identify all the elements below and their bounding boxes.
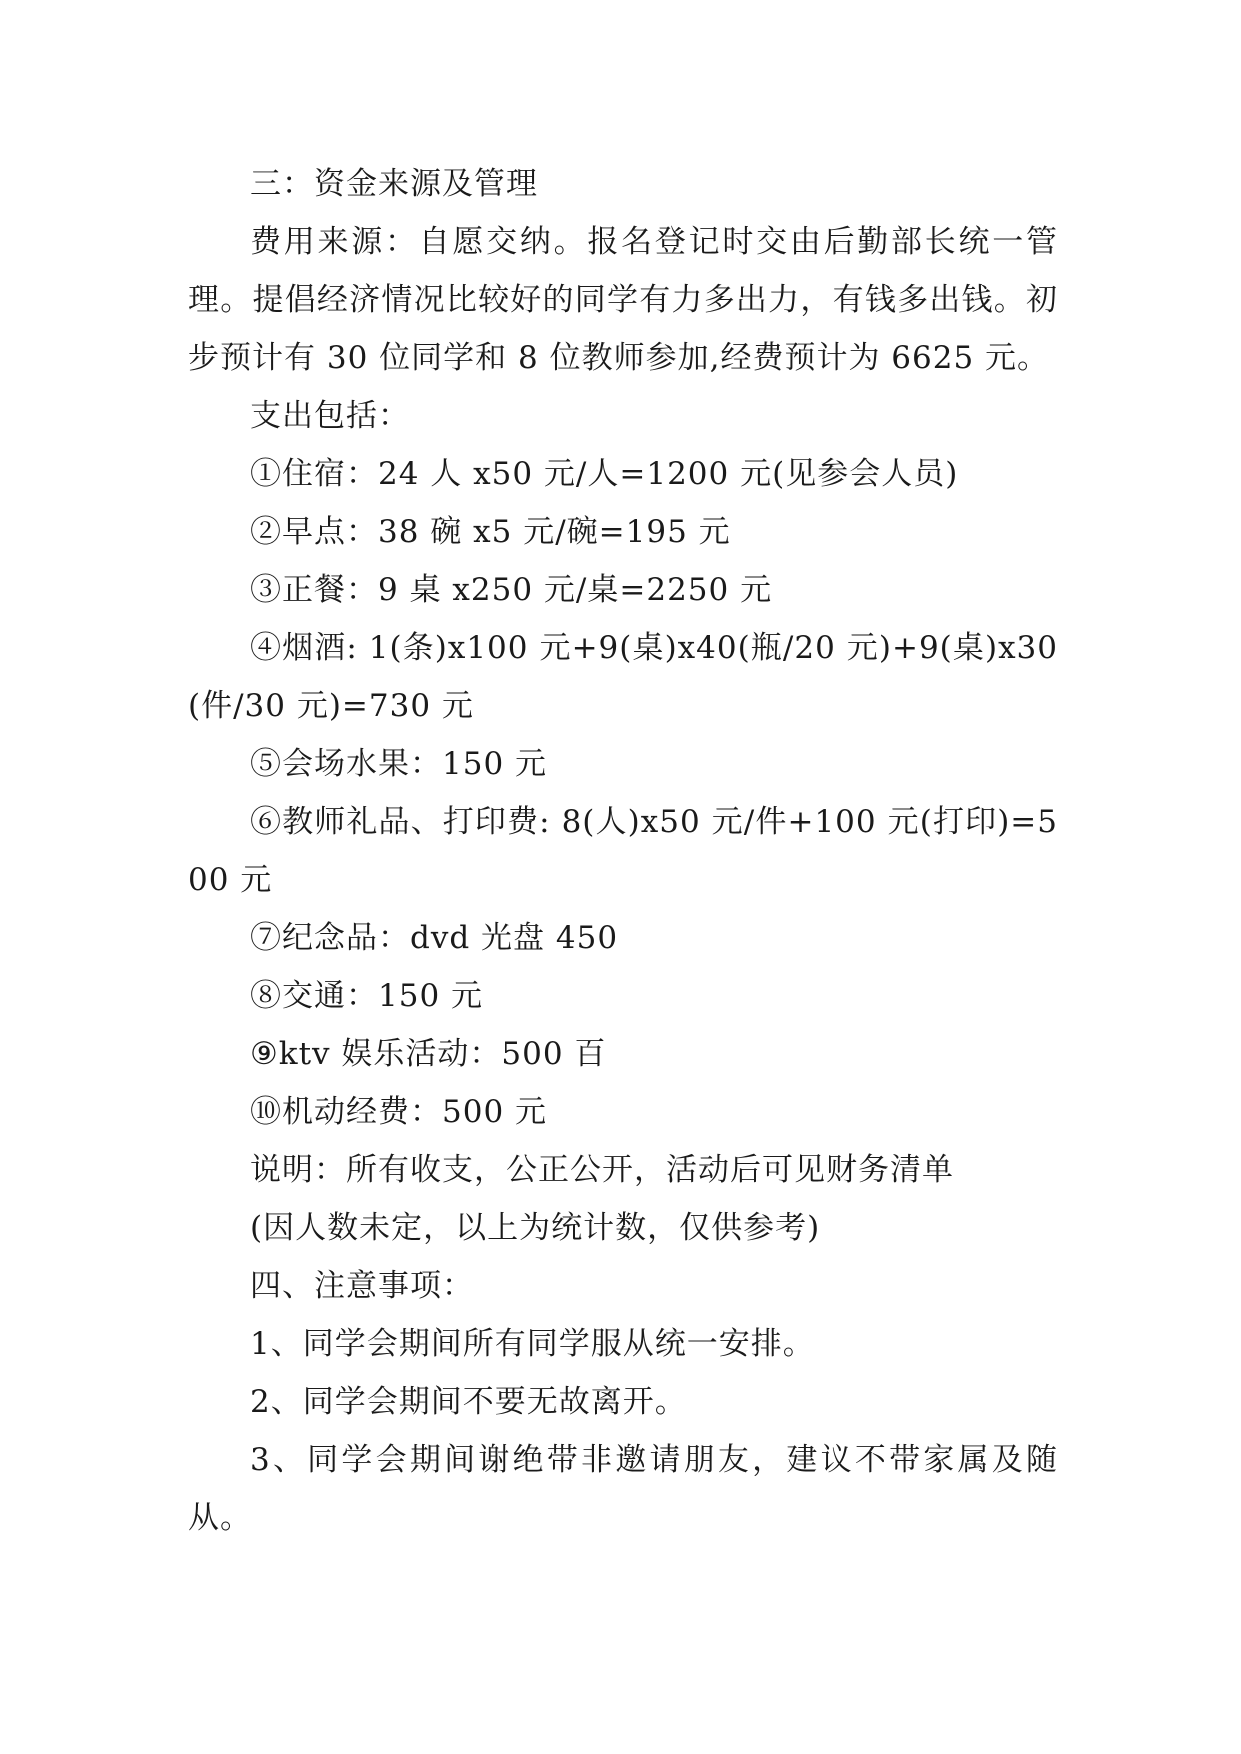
expense-item-ktv: ⑨ktv 娱乐活动：500 百 [250,1036,607,1072]
note-sub-paragraph: (因人数未定，以上为统计数，仅供参考) [250,1210,821,1246]
expense-item-meal: ③正餐：9 桌 x250 元/桌=2250 元 [250,572,773,608]
note-paragraph: 说明：所有收支，公正公开，活动后可见财务清单 [250,1152,954,1188]
notice-heading: 四、注意事项： [250,1268,474,1304]
expense-item-contingency: ⑩机动经费：500 元 [250,1094,548,1130]
funding-source-paragraph: 费用来源：自愿交纳。报名登记时交由后勤部长统一管理。提倡经济情况比较好的同学有力多出力，有钱多出钱。初步预计有 30 位同学和 8 位教师参加,经费预计为 6625 元。 [188,224,1058,376]
notice-item: 3、同学会期间谢绝带非邀请朋友，建议不带家属及随从。 [188,1442,1058,1536]
section-title: 三：资金来源及管理 [250,166,538,202]
expense-item-transport: ⑧交通：150 元 [250,978,484,1014]
expense-item-tobacco-alcohol: ④烟酒: 1(条)x100 元+9(桌)x40(瓶/20 元)+9(桌)x30(件/30 元)=730 元 [188,630,1058,724]
expense-item-breakfast: ②早点：38 碗 x5 元/碗=195 元 [250,514,731,550]
expense-item-fruit: ⑤会场水果：150 元 [250,746,548,782]
expense-item-lodging: ①住宿：24 人 x50 元/人=1200 元(见参会人员) [250,456,959,492]
notice-item: 2、同学会期间不要无故离开。 [250,1384,687,1420]
expense-item-gifts-printing: ⑥教师礼品、打印费: 8(人)x50 元/件+100 元(打印)=500 元 [188,804,1058,898]
notice-item: 1、同学会期间所有同学服从统一安排。 [250,1326,815,1362]
expense-item-souvenir: ⑦纪念品：dvd 光盘 450 [250,920,619,956]
expenses-heading: 支出包括： [250,398,410,434]
document-page [188,155,1058,1547]
